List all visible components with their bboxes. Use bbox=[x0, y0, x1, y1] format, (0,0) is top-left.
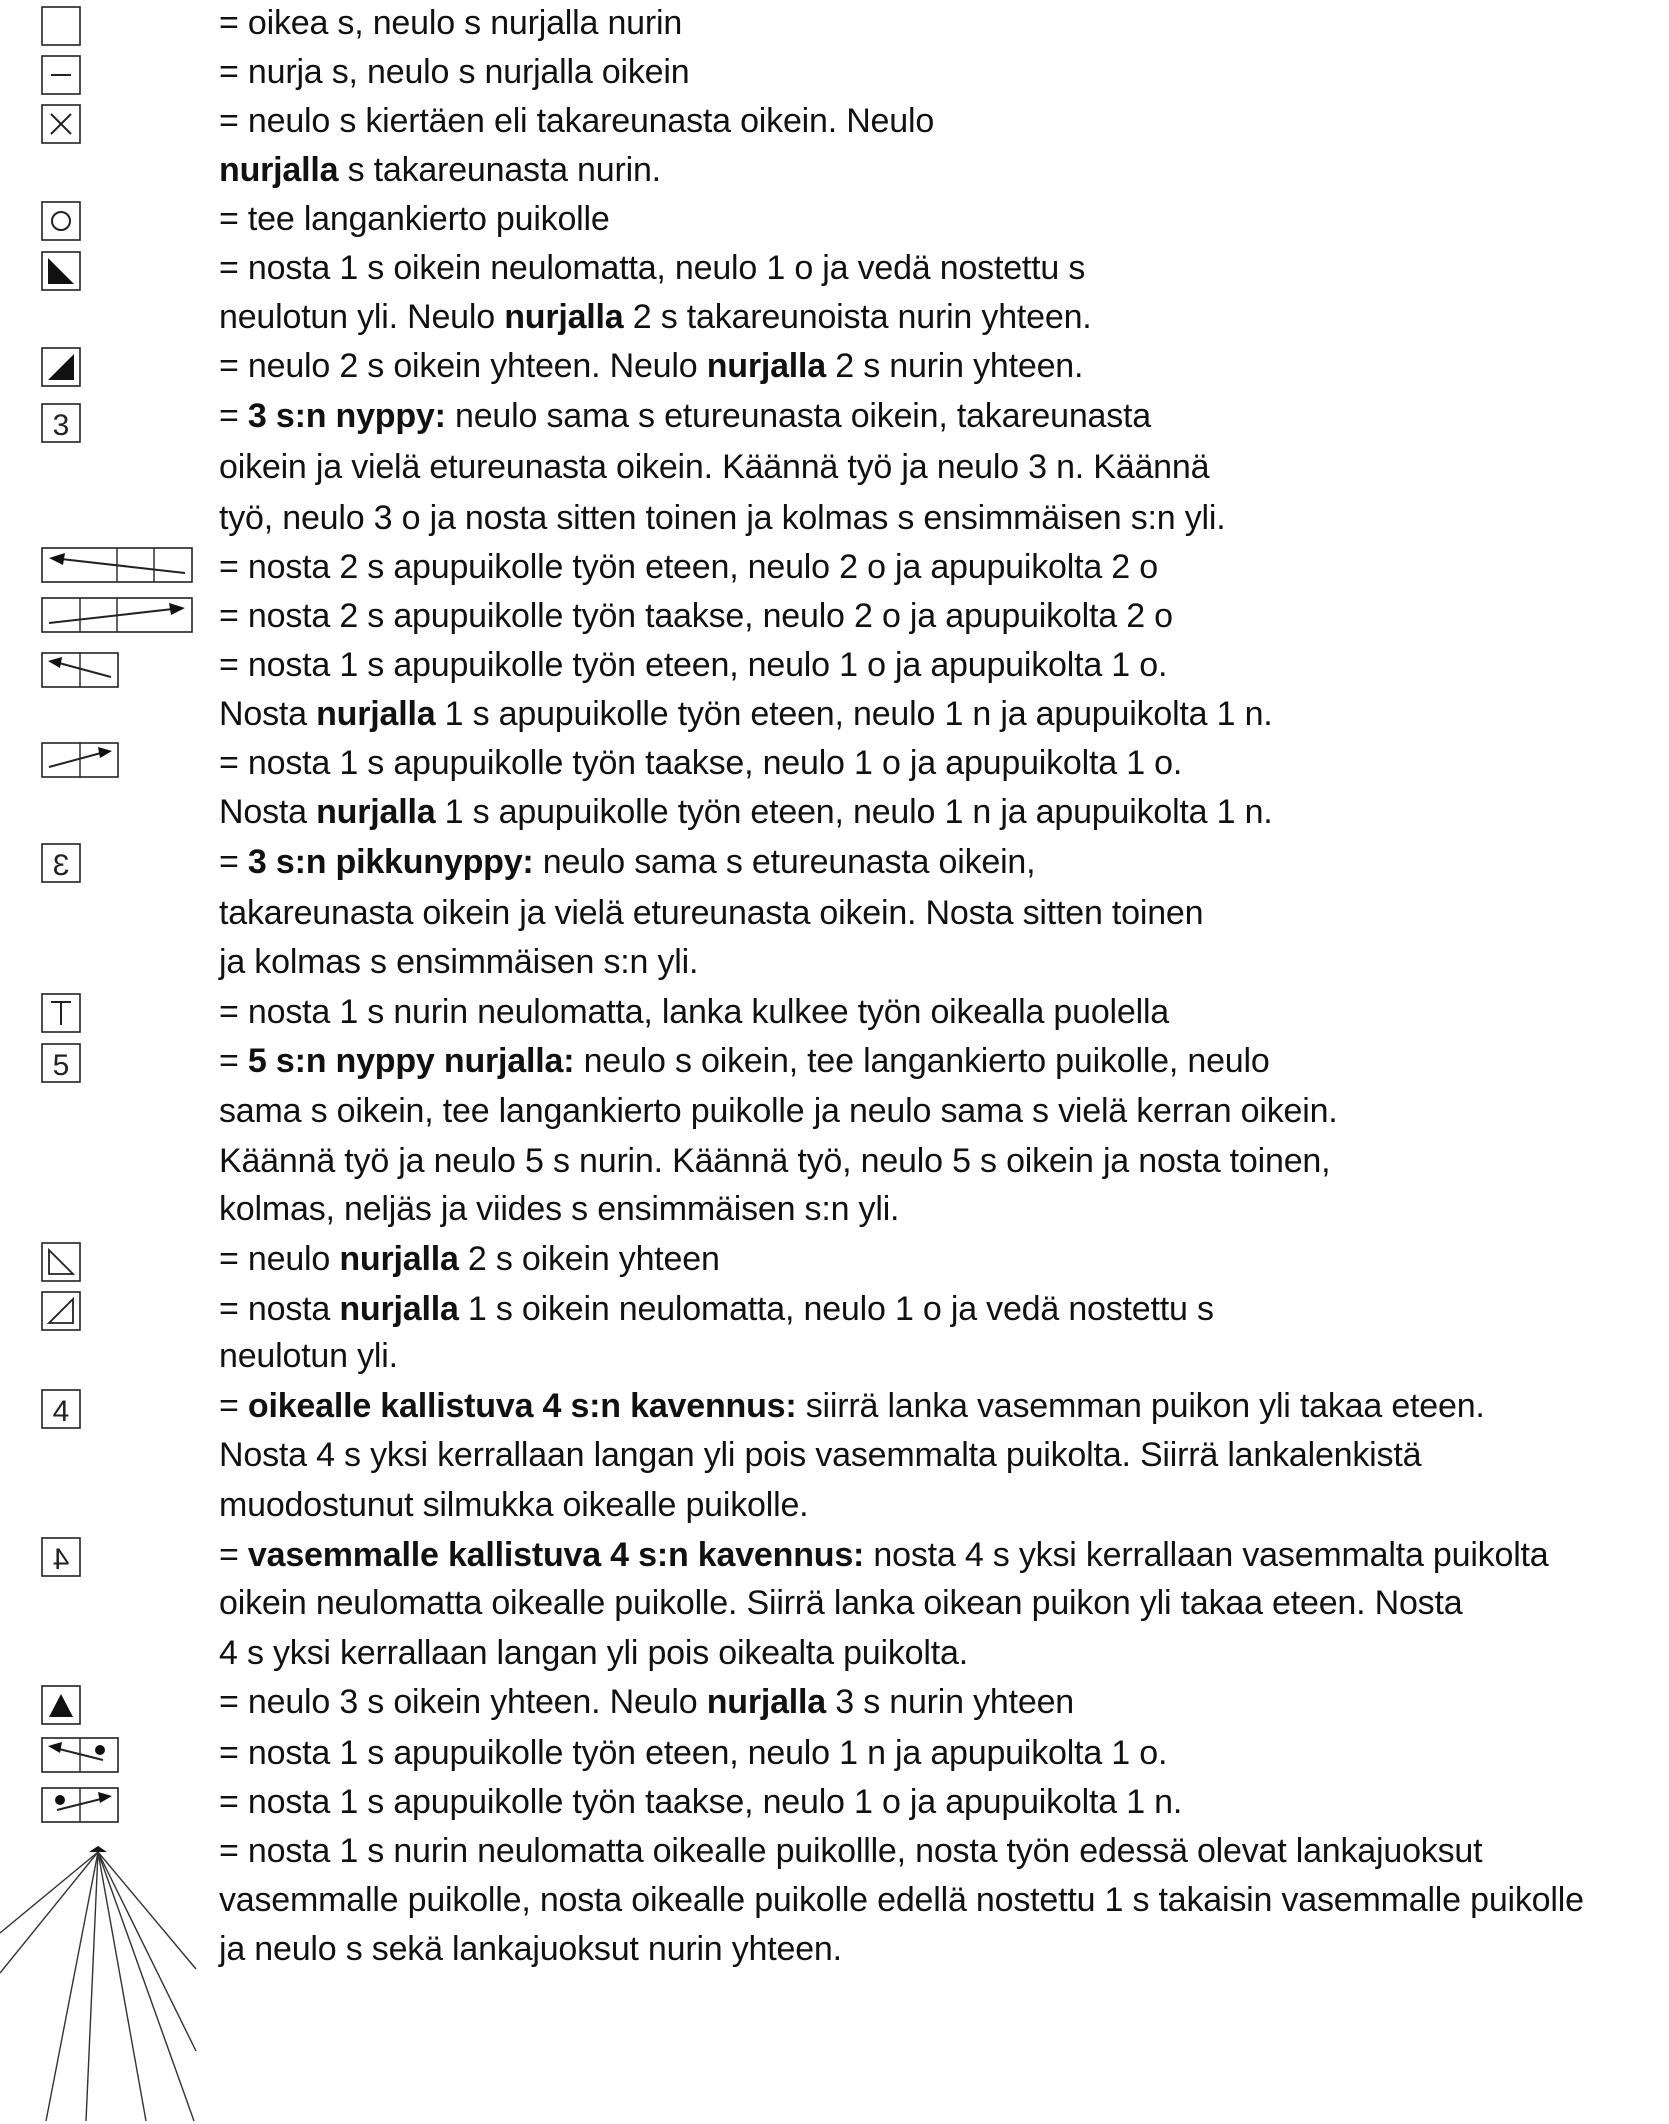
bold-term: nurjalla bbox=[339, 1240, 459, 1278]
bold-term: nurjalla bbox=[316, 695, 436, 733]
legend-text: 1 s oikein neulomatta, neulo 1 o ja vedä nostettu s bbox=[458, 1290, 1214, 1328]
bold-term: vasemmalle kallistuva 4 s:n kavennus: bbox=[247, 1536, 865, 1574]
purl-box-icon bbox=[41, 55, 81, 95]
legend-line bbox=[219, 397, 1151, 435]
bold-term: nurjalla bbox=[504, 298, 624, 336]
legend-line bbox=[219, 1042, 1270, 1080]
bold-term: nurjalla bbox=[339, 1290, 459, 1328]
knit-box-icon bbox=[41, 6, 81, 46]
legend-line: = nosta 1 s apupuikolle työn eteen, neulo 1 n ja apupuikolta 1 o. bbox=[219, 1734, 1168, 1772]
legend-line: = nosta 1 s apupuikolle työn eteen, neulo 1 o ja apupuikolta 1 o. bbox=[219, 646, 1168, 684]
legend-line: = nosta 1 s nurin neulomatta oikealle puikollle, nosta työn edessä olevat lankajuoksut bbox=[219, 1832, 1483, 1870]
legend-line: sama s oikein, tee langankierto puikolle ja neulo sama s vielä kerran oikein. bbox=[219, 1092, 1338, 1130]
k2tog-filled-icon bbox=[41, 347, 81, 387]
bold-term: nurjalla bbox=[706, 1683, 827, 1721]
k2tog-ws-outline-icon bbox=[41, 1242, 81, 1282]
legend-text: 2 s nurin yhteen. bbox=[826, 347, 1084, 385]
small-bobble-3-icon bbox=[41, 843, 81, 883]
legend-line: = nosta 1 s apupuikolle työn taakse, neulo 1 o ja apupuikolta 1 n. bbox=[219, 1783, 1183, 1821]
legend-text: neulo sama s etureunasta oikein, takareunasta bbox=[445, 397, 1152, 435]
dec-4-left-icon bbox=[41, 1537, 81, 1577]
legend-line: työ, neulo 3 o ja nosta sitten toinen ja kolmas s ensimmäisen s:n yli. bbox=[219, 499, 1226, 537]
legend-line: 4 s yksi kerrallaan langan yli pois oikealta puikolta. bbox=[219, 1634, 968, 1672]
svg-text:4: 4 bbox=[52, 1543, 70, 1576]
legend-line: ja kolmas s ensimmäisen s:n yli. bbox=[219, 943, 699, 981]
legend-text: 2 s oikein yhteen bbox=[458, 1240, 720, 1278]
yarn-over-icon bbox=[41, 201, 81, 241]
bold-term: 3 s:n pikkunyppy: bbox=[247, 843, 534, 881]
legend-text: 1 s apupuikolle työn eteen, neulo 1 n ja apupuikolta 1 n. bbox=[435, 793, 1273, 831]
legend-line: neulotun yli. bbox=[219, 1337, 398, 1375]
svg-text:3: 3 bbox=[52, 409, 70, 442]
legend-text: 1 s apupuikolle työn eteen, neulo 1 n ja apupuikolta 1 n. bbox=[435, 695, 1273, 733]
legend-line: oikein ja vielä etureunasta oikein. Käännä työ ja neulo 3 n. Käännä bbox=[219, 448, 1210, 486]
legend-line: = oikea s, neulo s nurjalla nurin bbox=[219, 4, 683, 42]
legend-text: neulotun yli. Neulo bbox=[219, 298, 505, 336]
cross-dot-right-icon bbox=[41, 1787, 119, 1823]
legend-line: = nosta 2 s apupuikolle työn taakse, neulo 2 o ja apupuikolta 2 o bbox=[219, 597, 1173, 635]
legend-line: = tee langankierto puikolle bbox=[219, 200, 610, 238]
legend-line: kolmas, neljäs ja viides s ensimmäisen s:n yli. bbox=[219, 1190, 900, 1228]
legend-line bbox=[219, 843, 1035, 881]
svg-text:3: 3 bbox=[52, 849, 70, 882]
legend-text: = bbox=[219, 843, 248, 881]
legend-line bbox=[219, 793, 1273, 831]
legend-text: Nosta bbox=[219, 695, 317, 733]
legend-line: oikein neulomatta oikealle puikolle. Siirrä lanka oikean puikon yli takaa eteen. Nosta bbox=[219, 1584, 1463, 1622]
legend-line: muodostunut silmukka oikealle puikolle. bbox=[219, 1486, 809, 1524]
legend-line bbox=[219, 151, 661, 189]
legend-line bbox=[219, 298, 1092, 336]
legend-line: vasemmalle puikolle, nosta oikealle puikolle edellä nostettu 1 s takaisin vasemmalle puikolle bbox=[219, 1881, 1584, 1919]
legend-line: Nosta 4 s yksi kerrallaan langan yli pois vasemmalta puikolta. Siirrä lankalenkistä bbox=[219, 1436, 1422, 1474]
legend-line: ja neulo s sekä lankajuoksut nurin yhteen. bbox=[219, 1930, 842, 1968]
legend-text: = nosta bbox=[219, 1290, 340, 1328]
svg-text:4: 4 bbox=[52, 1395, 70, 1428]
legend-text: 2 s takareunoista nurin yhteen. bbox=[623, 298, 1092, 336]
bold-term: nurjalla bbox=[316, 793, 436, 831]
bold-term: 3 s:n nyppy: bbox=[247, 397, 446, 435]
svg-text:5: 5 bbox=[52, 1049, 70, 1082]
bold-term: oikealle kallistuva 4 s:n kavennus: bbox=[247, 1387, 797, 1425]
legend-text: = neulo bbox=[219, 1240, 340, 1278]
legend-line bbox=[219, 1240, 720, 1278]
cable-2-2-right-icon bbox=[41, 597, 193, 633]
legend-line: = nosta 1 s nurin neulomatta, lanka kulkee työn oikealla puolella bbox=[219, 993, 1170, 1031]
legend-line: = nosta 2 s apupuikolle työn eteen, neulo 2 o ja apupuikolta 2 o bbox=[219, 548, 1158, 586]
bold-term: 5 s:n nyppy nurjalla: bbox=[247, 1042, 575, 1080]
legend-line bbox=[219, 347, 1083, 385]
legend-text: = bbox=[219, 1387, 248, 1425]
dec-4-right-icon bbox=[41, 1389, 81, 1429]
bold-term: nurjalla bbox=[706, 347, 827, 385]
cross-dot-left-icon bbox=[41, 1737, 119, 1773]
k3tog-icon bbox=[41, 1685, 81, 1725]
legend-line bbox=[219, 695, 1273, 733]
skp-ws-outline-icon bbox=[41, 1291, 81, 1331]
legend-line: = nosta 1 s oikein neulomatta, neulo 1 o ja vedä nostettu s bbox=[219, 249, 1086, 287]
legend-line bbox=[219, 1387, 1485, 1425]
gather-strands-icon bbox=[0, 1845, 200, 2124]
legend-text: nosta 4 s yksi kerrallaan vasemmalta puikolta bbox=[864, 1536, 1549, 1574]
slip-purlwise-icon bbox=[41, 993, 81, 1033]
legend-text: = bbox=[219, 1536, 248, 1574]
legend-text: = bbox=[219, 397, 248, 435]
legend-text: Nosta bbox=[219, 793, 317, 831]
legend-line bbox=[219, 1536, 1549, 1574]
legend-line: Käännä työ ja neulo 5 s nurin. Käännä työ, neulo 5 s oikein ja nosta toinen, bbox=[219, 1142, 1331, 1180]
bold-term: nurjalla bbox=[219, 151, 339, 189]
cable-2-2-left-icon bbox=[41, 547, 193, 583]
legend-text: neulo s oikein, tee langankierto puikolle, neulo bbox=[574, 1042, 1270, 1080]
legend-line: = nurja s, neulo s nurjalla oikein bbox=[219, 53, 690, 91]
legend-line: takareunasta oikein ja vielä etureunasta oikein. Nosta sitten toinen bbox=[219, 894, 1204, 932]
bobble-3-icon bbox=[41, 403, 81, 443]
legend-text: 3 s nurin yhteen bbox=[826, 1683, 1074, 1721]
legend-line: = nosta 1 s apupuikolle työn taakse, neulo 1 o ja apupuikolta 1 o. bbox=[219, 744, 1183, 782]
legend-line: = neulo s kiertäen eli takareunasta oikein. Neulo bbox=[219, 102, 935, 140]
legend-text: = neulo 2 s oikein yhteen. Neulo bbox=[219, 347, 707, 385]
ssk-filled-icon bbox=[41, 251, 81, 291]
legend-line bbox=[219, 1290, 1214, 1328]
twisted-stitch-icon bbox=[41, 104, 81, 144]
cable-1-1-right-icon bbox=[41, 742, 119, 778]
bobble-5-icon bbox=[41, 1043, 81, 1083]
legend-text: siirrä lanka vasemman puikon yli takaa eteen. bbox=[796, 1387, 1485, 1425]
legend-text: neulo sama s etureunasta oikein, bbox=[533, 843, 1036, 881]
cable-1-1-left-icon bbox=[41, 652, 119, 688]
legend-text: = bbox=[219, 1042, 248, 1080]
legend-line bbox=[219, 1683, 1074, 1721]
legend-text: s takareunasta nurin. bbox=[338, 151, 661, 189]
legend-text: = neulo 3 s oikein yhteen. Neulo bbox=[219, 1683, 707, 1721]
